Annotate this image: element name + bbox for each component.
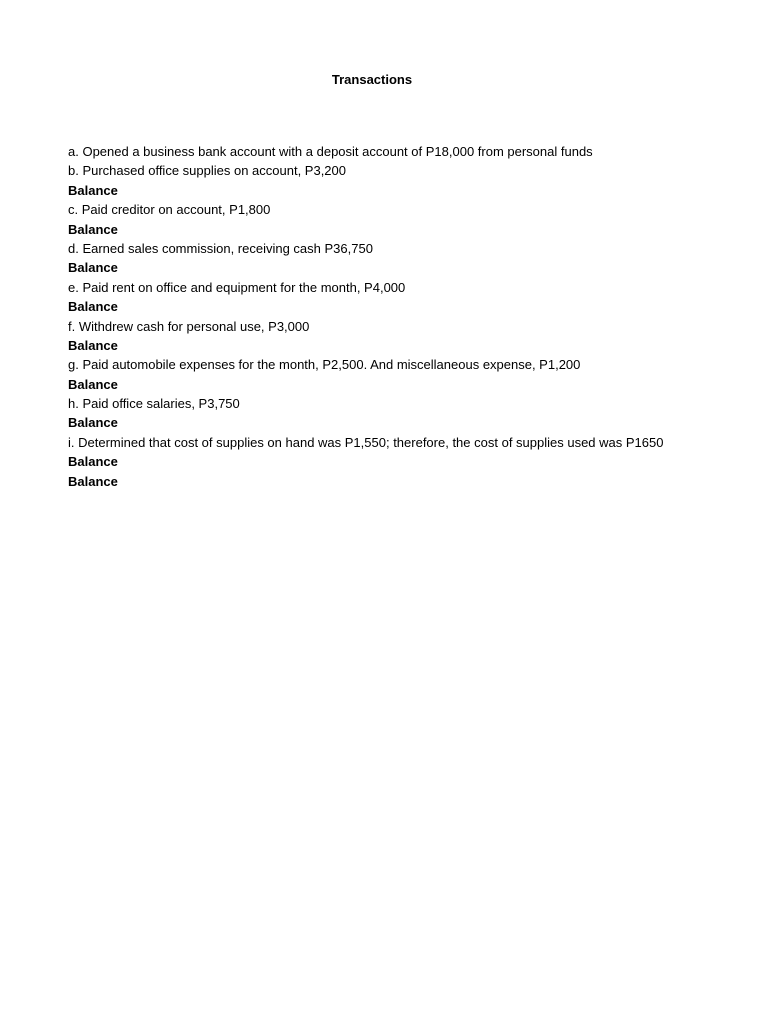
transaction-line-f: f. Withdrew cash for personal use, P3,000	[68, 318, 310, 334]
balance-label: Balance	[68, 260, 118, 276]
balance-label: Balance	[68, 299, 118, 315]
transaction-list	[68, 142, 748, 491]
transaction-line-e: e. Paid rent on office and equipment for the month, P4,000	[68, 279, 406, 295]
page-title: Transactions	[331, 72, 413, 87]
transaction-line-d: d. Earned sales commission, receiving cash P36,750	[68, 240, 373, 256]
transaction-line-i: i. Determined that cost of supplies on hand was P1,550; therefore, the cost of supplies used was P1650	[68, 434, 664, 450]
transaction-line-a: a. Opened a business bank account with a deposit account of P18,000 from personal funds	[68, 144, 593, 159]
transaction-line-g: g. Paid automobile expenses for the month, P2,500. And miscellaneous expense, P1,200	[68, 357, 581, 373]
transaction-line-c: c. Paid creditor on account, P1,800	[68, 202, 271, 218]
balance-label: Balance	[68, 376, 118, 392]
balance-label: Balance	[68, 473, 118, 489]
balance-label: Balance	[68, 454, 118, 470]
balance-label: Balance	[68, 182, 118, 198]
balance-label: Balance	[68, 337, 118, 353]
transaction-line-b: b. Purchased office supplies on account, P3,200	[68, 163, 347, 179]
balance-label: Balance	[68, 221, 118, 237]
balance-label: Balance	[68, 415, 118, 431]
transaction-line-h: h. Paid office salaries, P3,750	[68, 396, 240, 412]
